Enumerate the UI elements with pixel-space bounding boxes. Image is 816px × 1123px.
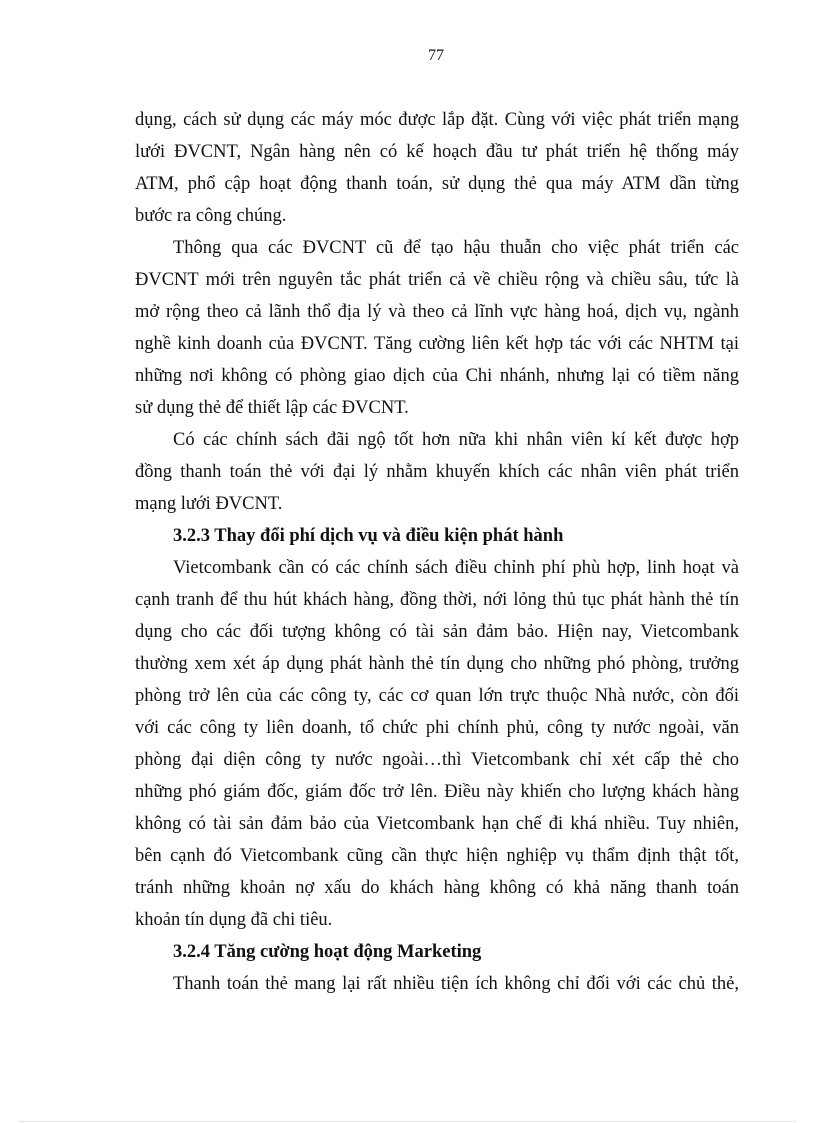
text-line: sử dụng thẻ để thiết lập các ĐVCNT. <box>135 398 409 418</box>
text-line: phòng đại diện công ty nước ngoài…thì Vietcombank chỉ xét cấp thẻ cho <box>135 750 739 770</box>
text-line: không có tài sản đảm bảo của Vietcombank hạn chế đi khá nhiều. Tuy nhiên, <box>135 814 739 834</box>
body-text <box>135 104 739 1000</box>
text-line: Vietcombank cần có các chính sách điều chỉnh phí phù hợp, linh hoạt và <box>173 558 739 578</box>
paragraph-fee-conditions <box>135 552 739 936</box>
text-line: Có các chính sách đãi ngộ tốt hơn nữa khi nhân viên kí kết được hợp <box>173 430 739 450</box>
section-heading-3-2-3: 3.2.3 Thay đổi phí dịch vụ và điều kiện phát hành <box>173 526 564 546</box>
section-heading-3-2-4: 3.2.4 Tăng cường hoạt động Marketing <box>173 942 482 962</box>
text-line: những nơi không có phòng giao dịch của Chi nhánh, nhưng lại có tiềm năng <box>135 366 739 386</box>
text-line: mở rộng theo cả lãnh thổ địa lý và theo cả lĩnh vực hàng hoá, dịch vụ, ngành <box>135 302 739 322</box>
text-line: dụng cho các đối tượng không có tài sản đảm bảo. Hiện nay, Vietcombank <box>135 622 739 642</box>
text-line: bên cạnh đó Vietcombank cũng cần thực hiện nghiệp vụ thẩm định thật tốt, <box>135 846 739 866</box>
text-line: Thông qua các ĐVCNT cũ để tạo hậu thuẫn cho việc phát triển các <box>173 238 739 258</box>
page-number: 77 <box>428 47 444 64</box>
paragraph-marketing <box>135 968 739 1000</box>
text-line: dụng, cách sử dụng các máy móc được lắp đặt. Cùng với việc phát triển mạng <box>135 110 739 130</box>
text-line: cạnh tranh để thu hút khách hàng, đồng thời, nới lỏng thủ tục phát hành thẻ tín <box>135 590 739 610</box>
text-line: bước ra công chúng. <box>135 206 287 226</box>
text-line: khoản tín dụng đã chi tiêu. <box>135 910 333 930</box>
text-line: phòng trở lên của các công ty, các cơ quan lớn trực thuộc Nhà nước, còn đối <box>135 686 739 706</box>
text-line: nghề kinh doanh của ĐVCNT. Tăng cường liên kết hợp tác với các NHTM tại <box>135 334 739 354</box>
paragraph-network-expansion <box>135 104 739 232</box>
text-line: ĐVCNT mới trên nguyên tắc phát triển cả về chiều rộng và chiều sâu, tức là <box>135 270 739 290</box>
text-line: với các công ty liên doanh, tổ chức phi chính phủ, công ty nước ngoài, văn <box>135 718 739 738</box>
text-line: thường xem xét áp dụng phát hành thẻ tín dụng cho những phó phòng, trưởng <box>135 654 739 674</box>
paragraph-merchant-development <box>135 232 739 424</box>
text-line: mạng lưới ĐVCNT. <box>135 494 283 514</box>
page-bottom-divider <box>20 1121 796 1122</box>
paragraph-staff-incentives <box>135 424 739 520</box>
text-line: đồng thanh toán thẻ với đại lý nhằm khuyến khích các nhân viên phát triển <box>135 462 739 482</box>
text-line: ATM, phổ cập hoạt động thanh toán, sử dụng thẻ qua máy ATM dần từng <box>135 174 739 194</box>
text-line: những phó giám đốc, giám đốc trở lên. Điều này khiến cho lượng khách hàng <box>135 782 739 802</box>
text-line: lưới ĐVCNT, Ngân hàng nên có kế hoạch đầu tư phát triển hệ thống máy <box>135 142 739 162</box>
text-line: Thanh toán thẻ mang lại rất nhiều tiện ích không chỉ đối với các chủ thẻ, <box>173 974 739 994</box>
text-line: tránh những khoản nợ xấu do khách hàng không có khả năng thanh toán <box>135 878 739 898</box>
